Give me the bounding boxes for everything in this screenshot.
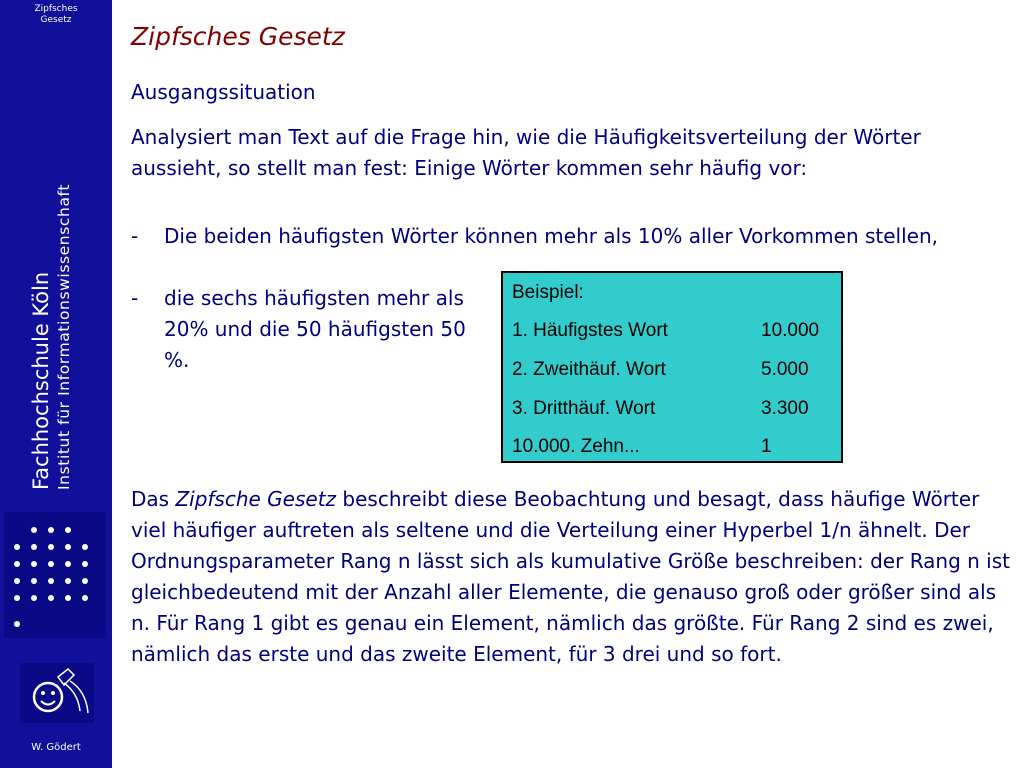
- sidebar-topic-line1: Zipfsches: [34, 4, 78, 14]
- author-name: W. Gödert: [31, 742, 81, 753]
- institution-label: [28, 110, 74, 490]
- institution-subtitle: Institut für Informationswissenschaft: [55, 183, 73, 490]
- zipf-law-paragraph: [131, 484, 1011, 670]
- smiley-icon: [20, 663, 94, 723]
- paragraph-text-rest: beschreibt diese Beobachtung und besagt, dass häufige Wörter viel häufiger auftreten als seltene und die Verteilung einer Hyperbel 1/n ähnelt. Der Ordnungsparameter Rang n lässt sich als kumulative Größe beschreiben: der Rang n ist gleichbedeutend mit der Anzahl aller Elemente, die genauso groß oder größer sind als n. Für Rang 1 gibt es genau ein Element, nämlich das größte. Für Rang 2 sind es zwei, nämlich das erste und das zweite Element, für 3 drei und so fort.: [131, 487, 1010, 666]
- example-heading-text: Beispiel: [512, 282, 579, 303]
- example-row-value: 5.000: [761, 359, 809, 380]
- smiley-logo: [20, 663, 94, 723]
- dot-grid-icon: [4, 512, 106, 638]
- dot-grid-logo: [4, 512, 106, 638]
- example-heading: [512, 282, 584, 304]
- example-row-name: 10.000. Zehn...: [512, 436, 640, 457]
- example-row-value: 3.300: [761, 398, 809, 419]
- example-box: [501, 271, 843, 463]
- bullet-text: die sechs häufigsten mehr als 20% und die 50 häufigsten 50 %.: [164, 286, 466, 372]
- slide-subtitle: Ausgangssituation: [131, 80, 316, 104]
- intro-paragraph: Analysiert man Text auf die Frage hin, wie die Häufigkeitsverteilung der Wörter aussieht, so stellt man fest: Einige Wörter kommen sehr häufig vor:: [131, 125, 921, 180]
- slide-title: Zipfsches Gesetz: [131, 22, 345, 51]
- paragraph-text-start: Das: [131, 487, 176, 511]
- institution-name: Fachhochschule Köln: [29, 271, 53, 490]
- bullet-dash: -: [131, 286, 139, 310]
- sidebar-topic: [0, 4, 112, 26]
- bullet-text: Die beiden häufigsten Wörter können mehr als 10% aller Vorkommen stellen,: [164, 224, 939, 248]
- example-row-name: 3. Dritthäuf. Wort: [512, 398, 656, 419]
- example-row-value: 10.000: [761, 320, 820, 341]
- example-row-value: 1: [761, 436, 772, 457]
- example-row-name: 2. Zweithäuf. Wort: [512, 359, 666, 380]
- bullet-dash: -: [131, 224, 139, 248]
- example-row-name: 1. Häufigstes Wort: [512, 320, 668, 341]
- example-heading-colon: :: [578, 282, 584, 303]
- zipf-law-term: Zipfsche Gesetz: [175, 487, 337, 511]
- sidebar: [0, 0, 112, 768]
- sidebar-topic-line2: Gesetz: [40, 15, 72, 25]
- bullet-item: [131, 283, 491, 376]
